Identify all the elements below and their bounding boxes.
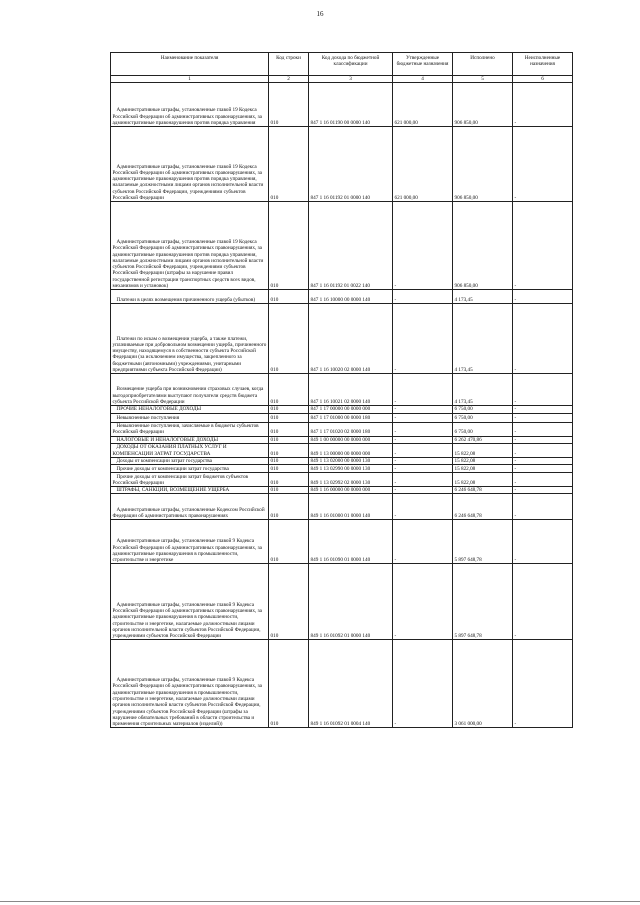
indicator-name-cell: ДОХОДЫ ОТ ОКАЗАНИЯ ПЛАТНЫХ УСЛУГ И КОМПЕНСАЦИИ ЗАТРАТ ГОСУДАРСТВА — [111, 443, 269, 457]
unexecuted-cell: - — [513, 640, 573, 728]
line-code-cell: 010 — [269, 422, 309, 436]
header-income-code: Код дохода по бюджетной классификации — [309, 53, 393, 76]
income-code-cell: 847 1 17 00000 00 0000 000 — [309, 406, 393, 413]
table-row — [111, 436, 573, 443]
column-number: 1 — [111, 76, 269, 83]
executed-cell: 6 750,00 — [453, 406, 513, 413]
unexecuted-cell: - — [513, 443, 573, 457]
table-row — [111, 494, 573, 520]
table-row — [111, 83, 573, 127]
executed-cell: 3 061 000,00 — [453, 640, 513, 728]
income-code-cell: 849 1 13 02990 00 0000 130 — [309, 465, 393, 473]
executed-cell: 4 173,45 — [453, 374, 513, 406]
approved-cell: - — [393, 520, 453, 564]
approved-cell: - — [393, 487, 453, 494]
indicator-name-cell: Административные штрафы, установленные главой 9 Кодекса Российской Федерации об административных правонарушениях, за административные правонарушения в промышленности, строительстве и энергетике — [111, 520, 269, 564]
scan-edge-line — [0, 901, 640, 902]
executed-cell: 15 822,08 — [453, 457, 513, 464]
income-code-cell: 847 1 16 10021 02 0000 140 — [309, 374, 393, 406]
header-row — [111, 53, 573, 76]
approved-cell: - — [393, 564, 453, 640]
indicator-name-cell: ПРОЧИЕ НЕНАЛОГОВЫЕ ДОХОДЫ — [111, 406, 269, 413]
income-code-cell: 849 1 16 01092 01 0004 140 — [309, 640, 393, 728]
income-code-cell: 849 1 13 02000 00 0000 130 — [309, 457, 393, 464]
indicator-name-cell: Административные штрафы, установленные главой 9 Кодекса Российской Федерации об административных правонарушениях, за административные правонарушения в промышленности, строительстве и энергетике, налагаемые должностными лицами органов исполнительной власти субъектов Российской Федерации, учреждениями субъектов Российской Федерации (штрафы за нарушение обязательных требований в области строительства и применения строительных материалов (изделий)) — [111, 640, 269, 728]
table-row — [111, 487, 573, 494]
income-code-cell: 849 1 16 01000 01 0000 140 — [309, 494, 393, 520]
executed-cell: 906 850,00 — [453, 202, 513, 290]
executed-cell: 4 173,45 — [453, 304, 513, 374]
column-number: 3 — [309, 76, 393, 83]
approved-cell: - — [393, 494, 453, 520]
approved-cell: - — [393, 290, 453, 304]
line-code-cell: 010 — [269, 304, 309, 374]
table-row — [111, 374, 573, 406]
unexecuted-cell: - — [513, 473, 573, 487]
unexecuted-cell: - — [513, 465, 573, 473]
unexecuted-cell: - — [513, 413, 573, 422]
executed-cell: 6 246 648,78 — [453, 487, 513, 494]
indicator-name-cell: Административные штрафы, установленные главой 19 Кодекса Российской Федерации об административных правонарушениях, за административные правонарушения против порядка управления, налагаемые должностными лицами органов исполнительной власти субъектов Российской Федерации, учреждениями субъектов Российской Федерации — [111, 127, 269, 202]
executed-cell: 6 246 648,78 — [453, 494, 513, 520]
line-code-cell: 010 — [269, 413, 309, 422]
indicator-name-cell: Прочие доходы от компенсации затрат государства — [111, 465, 269, 473]
approved-cell: - — [393, 374, 453, 406]
page-number: 16 — [316, 10, 324, 18]
table-row — [111, 473, 573, 487]
income-code-cell: 849 1 13 02992 02 0000 130 — [309, 473, 393, 487]
indicator-name-cell: ШТРАФЫ, САНКЦИИ, ВОЗМЕЩЕНИЕ УЩЕРБА — [111, 487, 269, 494]
approved-cell: - — [393, 406, 453, 413]
line-code-cell: 010 — [269, 127, 309, 202]
table-row — [111, 127, 573, 202]
income-code-cell: 849 1 16 00000 00 0000 000 — [309, 487, 393, 494]
approved-cell: - — [393, 640, 453, 728]
table-row — [111, 520, 573, 564]
column-number: 5 — [453, 76, 513, 83]
executed-cell: 5 897 648,78 — [453, 520, 513, 564]
indicator-name-cell: Возмещение ущерба при возникновении страховых случаев, когда выгодоприобретателями выступают получатели средств бюджета субъекта Российской Федерации — [111, 374, 269, 406]
table-row — [111, 202, 573, 290]
approved-cell: - — [393, 202, 453, 290]
line-code-cell: 010 — [269, 564, 309, 640]
income-code-cell: 847 1 16 01192 01 0022 140 — [309, 202, 393, 290]
indicator-name-cell: Административные штрафы, установленные главой 19 Кодекса Российской Федерации об административных правонарушениях, за административные правонарушения против порядка управления — [111, 83, 269, 127]
line-code-cell: 010 — [269, 202, 309, 290]
indicator-name-cell: Невыясненные поступления, зачисляемые в бюджеты субъектов Российской Федерации — [111, 422, 269, 436]
indicator-name-cell: Прочие доходы от компенсации затрат бюджетов субъектов Российской Федерации — [111, 473, 269, 487]
income-code-cell: 847 1 16 01190 00 0000 140 — [309, 83, 393, 127]
income-code-cell: 847 1 16 10000 00 0000 140 — [309, 290, 393, 304]
income-code-cell: 849 1 13 00000 00 0000 000 — [309, 443, 393, 457]
approved-cell: - — [393, 304, 453, 374]
income-code-cell: 849 1 16 01092 01 0000 140 — [309, 564, 393, 640]
indicator-name-cell: Административные штрафы, установленные главой 19 Кодекса Российской Федерации об административных правонарушениях, за административные правонарушения против порядка управления, налагаемые должностными лицами органов исполнительной власти субъектов Российской Федерации, учреждениями субъектов Российской Федерации (штрафы за нарушение правил государственной регистрации транспортных средств всех видов, механизмов и установок) — [111, 202, 269, 290]
line-code-cell: 010 — [269, 473, 309, 487]
unexecuted-cell: - — [513, 494, 573, 520]
unexecuted-cell: - — [513, 436, 573, 443]
line-code-cell: 010 — [269, 443, 309, 457]
indicator-name-cell: Невыясненные поступления — [111, 413, 269, 422]
unexecuted-cell: - — [513, 83, 573, 127]
table-row — [111, 406, 573, 413]
indicator-name-cell: Платежи по искам о возмещении ущерба, а также платежи, уплачиваемые при добровольном возмещении ущерба, причиненного имуществу, находящемуся в собственности субъекта Российской Федерации (за исключением имущества, закрепленного за бюджетными (автономными) учреждениями, унитарными предприятиями субъекта Российской Федерации) — [111, 304, 269, 374]
table-row — [111, 465, 573, 473]
header-line-code: Код строки — [269, 53, 309, 76]
table-row — [111, 422, 573, 436]
line-code-cell: 010 — [269, 457, 309, 464]
unexecuted-cell: - — [513, 487, 573, 494]
line-code-cell: 010 — [269, 406, 309, 413]
approved-cell: - — [393, 422, 453, 436]
unexecuted-cell: - — [513, 127, 573, 202]
income-code-cell: 847 1 17 01020 02 0000 180 — [309, 422, 393, 436]
approved-cell: - — [393, 413, 453, 422]
executed-cell: 15 822,08 — [453, 443, 513, 457]
approved-cell: - — [393, 465, 453, 473]
income-code-cell: 849 1 00 00000 00 0000 000 — [309, 436, 393, 443]
unexecuted-cell: - — [513, 304, 573, 374]
indicator-name-cell: Административные штрафы, установленные главой 9 Кодекса Российской Федерации об административных правонарушениях, за административные правонарушения в промышленности, строительстве и энергетике, налагаемые должностными лицами органов исполнительной власти субъектов Российской Федерации, учреждениями субъектов Российской Федерации — [111, 564, 269, 640]
header-unexecuted: Неисполненные назначения — [513, 53, 573, 76]
table-row — [111, 413, 573, 422]
indicator-name-cell: Административные штрафы, установленные Кодексом Российской Федерации об административных правонарушениях — [111, 494, 269, 520]
column-number: 4 — [393, 76, 453, 83]
income-report-table — [110, 52, 573, 728]
income-code-cell: 849 1 16 01090 01 0000 140 — [309, 520, 393, 564]
executed-cell: 6 262 470,86 — [453, 436, 513, 443]
line-code-cell: 010 — [269, 290, 309, 304]
executed-cell: 6 750,00 — [453, 422, 513, 436]
indicator-name-cell: Платежи в целях возмещения причиненного ущерба (убытков) — [111, 290, 269, 304]
executed-cell: 15 822,08 — [453, 473, 513, 487]
line-code-cell: 010 — [269, 520, 309, 564]
table-row — [111, 304, 573, 374]
table-row — [111, 564, 573, 640]
unexecuted-cell: - — [513, 457, 573, 464]
unexecuted-cell: - — [513, 374, 573, 406]
approved-cell: - — [393, 443, 453, 457]
line-code-cell: 010 — [269, 487, 309, 494]
executed-cell: 6 750,00 — [453, 413, 513, 422]
table-row — [111, 443, 573, 457]
table-row — [111, 457, 573, 464]
approved-cell: - — [393, 473, 453, 487]
unexecuted-cell: - — [513, 202, 573, 290]
line-code-cell: 010 — [269, 494, 309, 520]
unexecuted-cell: - — [513, 520, 573, 564]
header-indicator-name: Наименование показателя — [111, 53, 269, 76]
table-row — [111, 290, 573, 304]
line-code-cell: 010 — [269, 374, 309, 406]
column-number: 6 — [513, 76, 573, 83]
approved-cell: 621 000,00 — [393, 127, 453, 202]
header-approved: Утвержденные бюджетные назначения — [393, 53, 453, 76]
indicator-name-cell: НАЛОГОВЫЕ И НЕНАЛОГОВЫЕ ДОХОДЫ — [111, 436, 269, 443]
table-row — [111, 640, 573, 728]
column-number-row — [111, 76, 573, 83]
line-code-cell: 010 — [269, 436, 309, 443]
income-code-cell: 847 1 17 01000 00 0000 180 — [309, 413, 393, 422]
income-code-cell: 847 1 16 01192 01 0000 140 — [309, 127, 393, 202]
income-code-cell: 847 1 16 10020 02 0000 140 — [309, 304, 393, 374]
executed-cell: 906 850,00 — [453, 83, 513, 127]
approved-cell: - — [393, 457, 453, 464]
line-code-cell: 010 — [269, 83, 309, 127]
header-executed: Исполнено — [453, 53, 513, 76]
unexecuted-cell: - — [513, 406, 573, 413]
line-code-cell: 010 — [269, 465, 309, 473]
executed-cell: 4 173,45 — [453, 290, 513, 304]
executed-cell: 5 897 648,78 — [453, 564, 513, 640]
column-number: 2 — [269, 76, 309, 83]
executed-cell: 15 822,08 — [453, 465, 513, 473]
unexecuted-cell: - — [513, 290, 573, 304]
line-code-cell: 010 — [269, 640, 309, 728]
unexecuted-cell: - — [513, 422, 573, 436]
unexecuted-cell: - — [513, 564, 573, 640]
approved-cell: 621 000,00 — [393, 83, 453, 127]
report-body — [111, 83, 573, 728]
executed-cell: 906 850,00 — [453, 127, 513, 202]
indicator-name-cell: Доходы от компенсации затрат государства — [111, 457, 269, 464]
approved-cell: - — [393, 436, 453, 443]
